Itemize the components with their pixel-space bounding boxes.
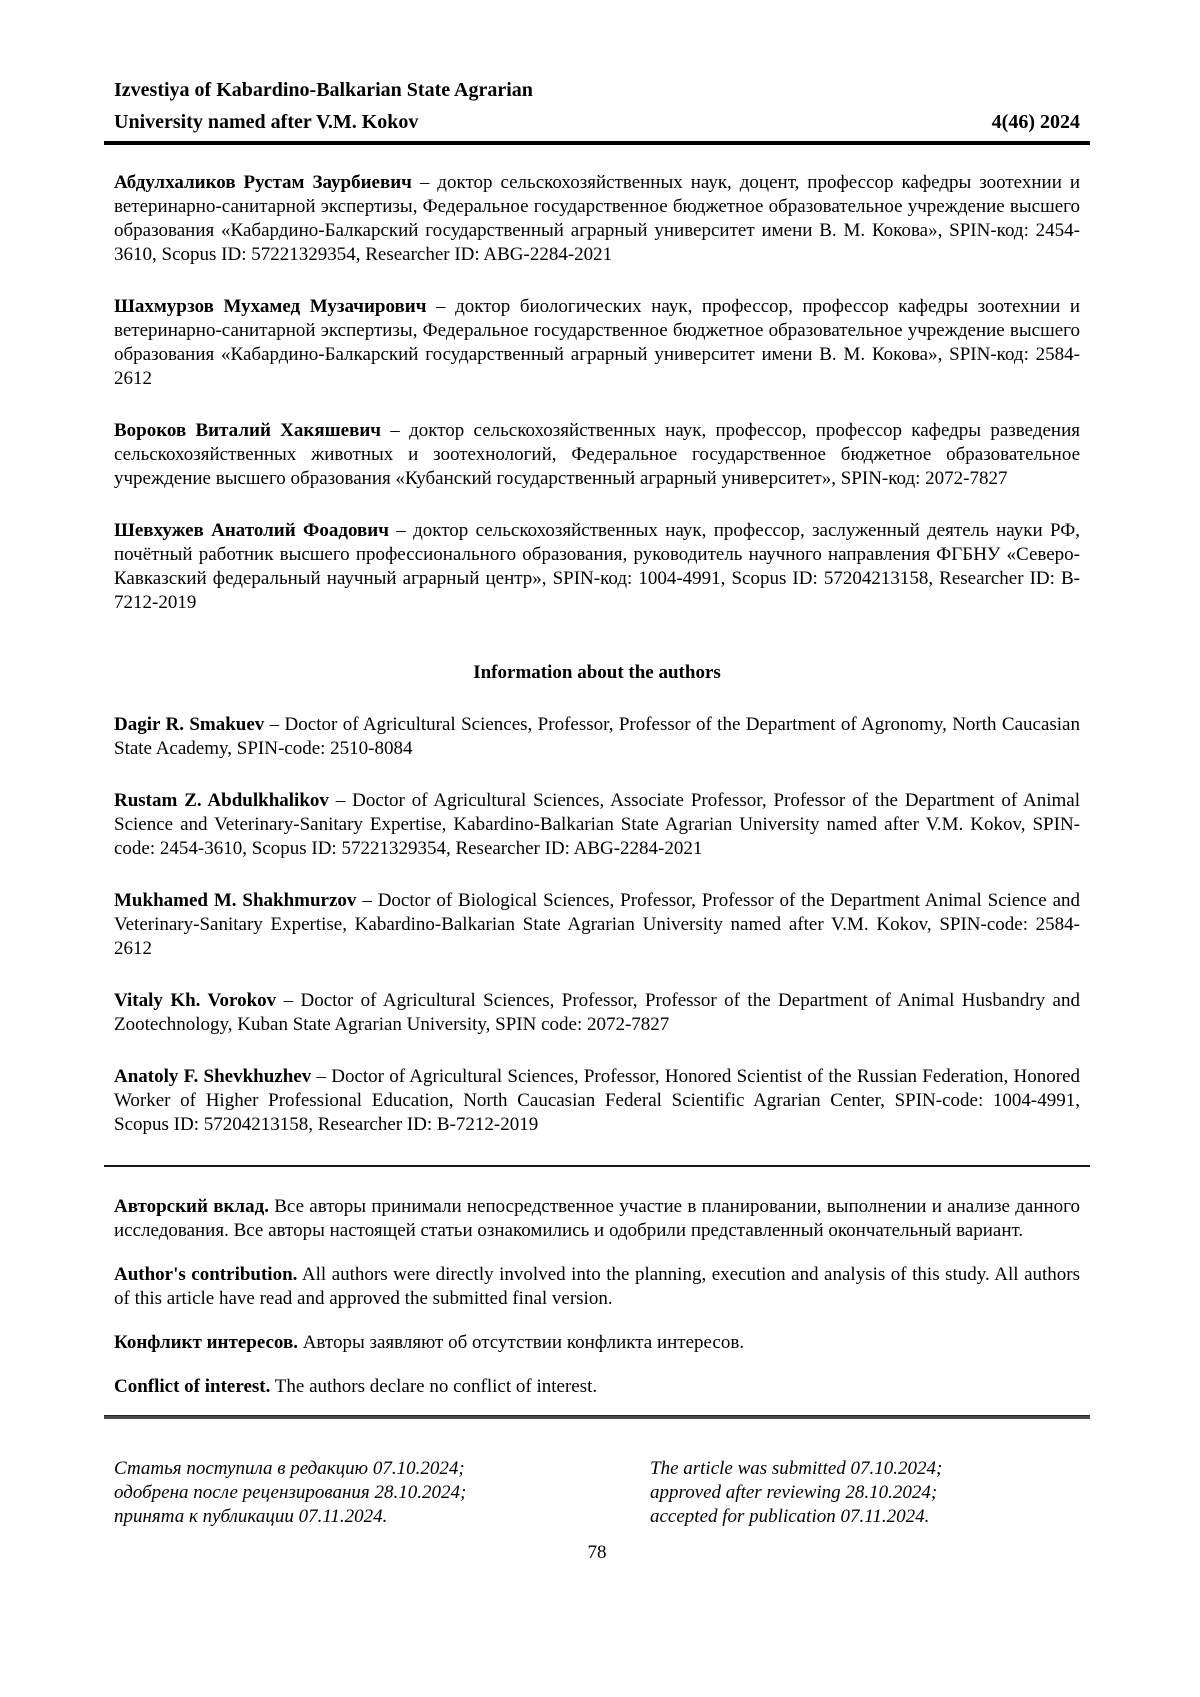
statement-text: Авторы заявляют об отсутствии конфликта интересов. [302, 1332, 745, 1353]
submission-dates-en [650, 1457, 942, 1529]
statement-paragraph-en-contribution [114, 1263, 1080, 1311]
journal-title [104, 74, 533, 138]
author-bio-en: – Doctor of Agricultural Sciences, Associate Professor, Professor of the Department of Animal Science and Veterinary-Sanitary Expertise, Kabardino-Balkarian State Agrarian University named after V.M. Kokov, SPIN-code: 2454-3610, Scopus ID: 57221329354, Researcher ID: ABG-2284-2021 [114, 790, 1080, 859]
author-bio-ru: – доктор сельскохозяйственных наук, профессор, заслуженный деятель науки РФ, почётный работник высшего профессионального образования, руководитель научного направления ФГБНУ «Северо-Кавказский федеральный научный аграрный центр», SPIN-код: 1004-4991, Scopus ID: 57204213158, Researcher ID: B-7212-2019 [114, 520, 1080, 613]
issue-number: 4(46) 2024 [991, 111, 1080, 133]
author-paragraph-ru [114, 419, 1080, 491]
submission-dates [104, 1457, 1090, 1529]
author-paragraph-ru [114, 171, 1080, 267]
author-name-en: Mukhamed M. Shakhmurzov [114, 890, 357, 911]
statement-label: Conflict of interest. [114, 1376, 271, 1397]
statement-text: All authors were directly involved into the planning, execution and analysis of this study. All authors of this article have read and approved the submitted final version. [114, 1264, 1080, 1309]
author-name-en: Anatoly F. Shevkhuzhev [114, 1066, 312, 1087]
author-name-en: Vitaly Kh. Vorokov [114, 990, 277, 1011]
section-heading: Information about the authors [473, 662, 721, 683]
author-bio-en: – Doctor of Agricultural Sciences, Professor, Professor of the Department of Animal Husbandry and Zootechnology, Kuban State Agrarian University, SPIN code: 2072-7827 [114, 990, 1080, 1035]
statement-text: The authors declare no conflict of interest. [274, 1376, 598, 1397]
date-line: The article was submitted 07.10.2024; [650, 1458, 943, 1479]
author-paragraph-en [114, 889, 1080, 961]
author-bio-en: – Doctor of Agricultural Sciences, Professor, Professor of the Department of Agronomy, North Caucasian State Academy, SPIN-code: 2510-8084 [114, 714, 1080, 759]
author-bio-ru: – доктор сельскохозяйственных наук, профессор, профессор кафедры разведения сельскохозяйственных животных и зоотехнологий, Федеральное государственное бюджетное образовательное учреждение высшего образования «Кубанский государственный аграрный университет», SPIN-код: 2072-7827 [114, 420, 1080, 489]
author-paragraph-en [114, 713, 1080, 761]
author-name-ru: Шахмурзов Мухамед Музачирович [114, 296, 427, 317]
statement-paragraph-en-conflict [114, 1375, 1080, 1399]
date-line: принята к публикации 07.11.2024. [114, 1506, 388, 1527]
date-line: approved after reviewing 28.10.2024; [650, 1482, 938, 1503]
statement-paragraph-ru-contribution [114, 1195, 1080, 1243]
statement-label: Конфликт интересов. [114, 1332, 298, 1353]
author-paragraph-en [114, 989, 1080, 1037]
statement-label: Авторский вклад. [114, 1196, 269, 1217]
date-line: Статья поступила в редакцию 07.10.2024; [114, 1458, 465, 1479]
author-paragraph-en [114, 1065, 1080, 1137]
date-line: одобрена после рецензирования 28.10.2024; [114, 1482, 467, 1503]
author-name-ru: Вороков Виталий Хакяшевич [114, 420, 382, 441]
author-bio-en: – Doctor of Biological Sciences, Professor, Professor of the Department Animal Science and Veterinary-Sanitary Expertise, Kabardino-Balkarian State Agrarian University named after V.M. Kokov, SPIN-code: 2584-2612 [114, 890, 1081, 959]
date-line: accepted for publication 07.11.2024. [650, 1506, 930, 1527]
statement-label: Author's contribution. [114, 1264, 298, 1285]
section-divider [104, 1165, 1090, 1167]
author-paragraph-ru [114, 519, 1080, 615]
page-header [104, 0, 1090, 138]
page-number: 78 [587, 1542, 607, 1563]
author-name-ru: Шевхужев Анатолий Фоадович [114, 520, 389, 541]
journal-title-line1: Izvestiya of Kabardino-Balkarian State Agrarian [114, 79, 533, 101]
statement-text: Все авторы принимали непосредственное участие в планировании, выполнении и анализе данного исследования. Все авторы настоящей статьи ознакомились и одобрили представленный окончательный вариант. [114, 1196, 1081, 1241]
statement-paragraph-ru-conflict [114, 1331, 1080, 1355]
author-paragraph-ru [114, 295, 1080, 391]
author-name-en: Rustam Z. Abdulkhalikov [114, 790, 329, 811]
header-rule [104, 141, 1090, 145]
author-bio-en: – Doctor of Agricultural Sciences, Professor, Honored Scientist of the Russian Federation, Honored Worker of Higher Professional Education, North Caucasian Federal Scientific Agrarian Center, SPIN-code: 1004-4991, Scopus ID: 57204213158, Researcher ID: B-7212-2019 [114, 1066, 1081, 1135]
author-bio-ru: – доктор сельскохозяйственных наук, доцент, профессор кафедры зоотехнии и ветеринарно-санитарной экспертизы, Федеральное государственное бюджетное образовательное учреждение высшего образования «Кабардино-Балкарский государственный аграрный университет имени В. М. Кокова», SPIN-код: 2454-3610, Scopus ID: 57221329354, Researcher ID: ABG-2284-2021 [114, 172, 1080, 265]
author-name-en: Dagir R. Smakuev [114, 714, 265, 735]
author-bio-ru: – доктор биологических наук, профессор, профессор кафедры зоотехнии и ветеринарно-санитарной экспертизы, Федеральное государственное бюджетное образовательное учреждение высшего образования «Кабардино-Балкарский государственный аграрный университет имени В. М. Кокова», SPIN-код: 2584-2612 [114, 296, 1080, 389]
author-paragraph-en [114, 789, 1080, 861]
footer-divider [104, 1415, 1090, 1419]
submission-dates-ru [114, 1457, 1090, 1529]
author-name-ru: Абдулхаликов Рустам Заурбиевич [114, 172, 412, 193]
journal-title-line2: University named after V.M. Kokov [114, 111, 419, 133]
